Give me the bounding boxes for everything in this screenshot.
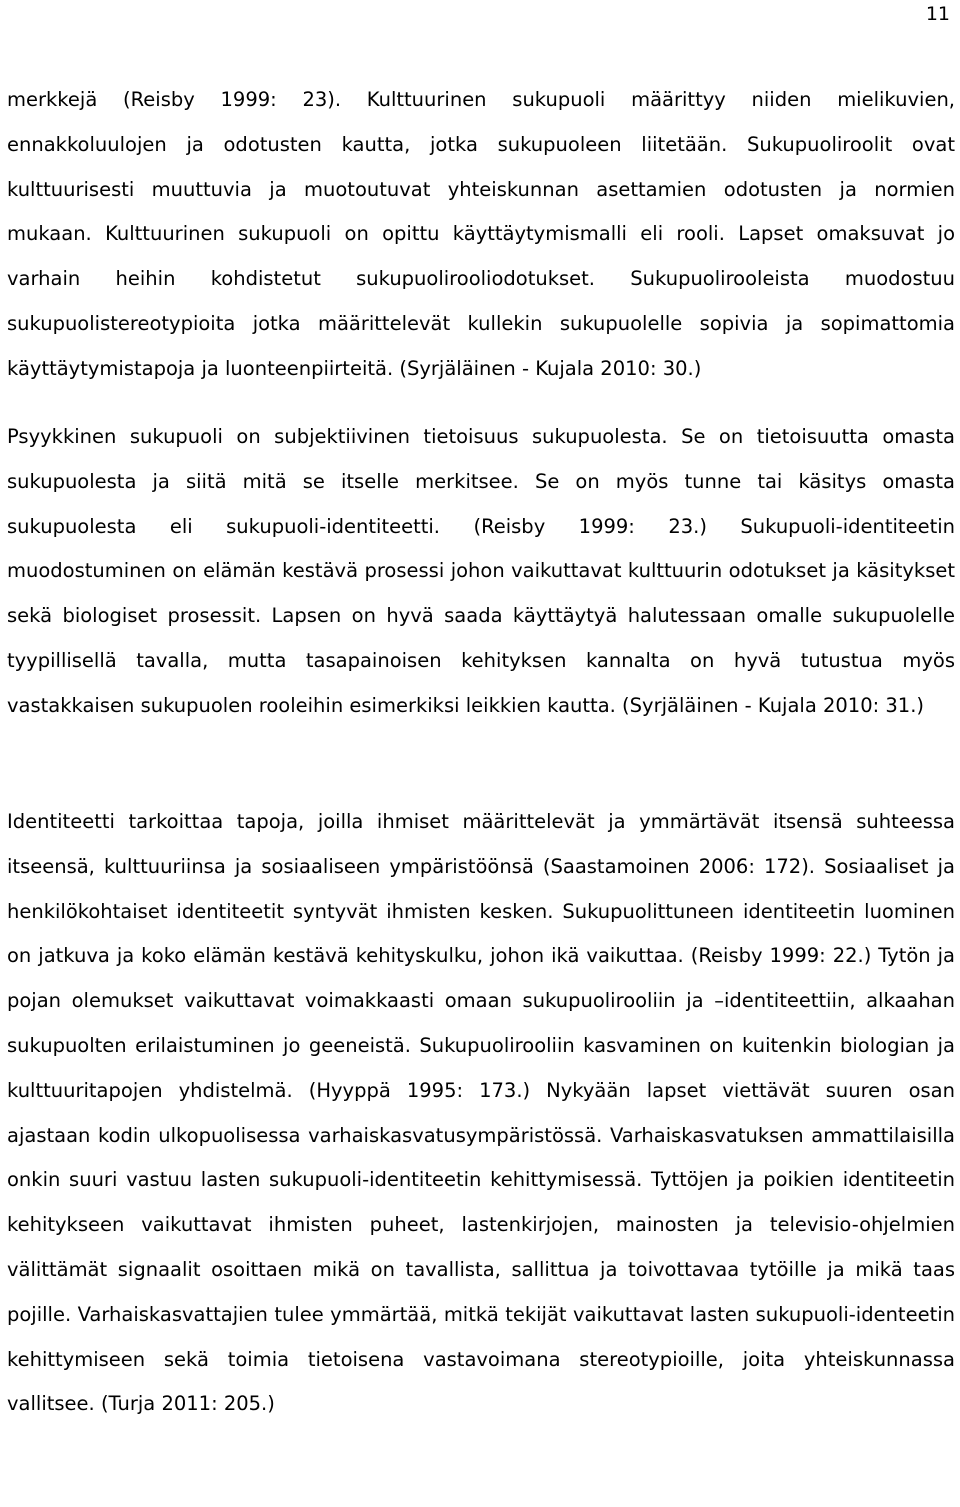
page-number: 11 [925, 3, 950, 25]
paragraph-cultural-gender: merkkejä (Reisby 1999: 23). Kulttuurinen sukupuoli määrittyy niiden mielikuvien, ennakkoluulojen ja odotusten kautta, jotka sukupuoleen liitetään. Sukupuoliroolit ovat kulttuurisesti muuttuvia ja muotoutuvat yhteiskunnan asettamien odotusten ja normien mukaan. Kulttuurinen sukupuoli on opittu käyttäytymismalli eli rooli. Lapset omaksuvat jo varhain heihin kohdistetut sukupuolirooliodotukset. Sukupuolirooleista muodostuu sukupuolistereotypioita jotka määrittelevät kullekin sukupuolelle sopivia ja sopimattomia käyttäytymistapoja ja luonteenpiirteitä. (Syrjäläinen - Kujala 2010: 30.) [7, 88, 955, 380]
paragraph-identity: Identiteetti tarkoittaa tapoja, joilla ihmiset määrittelevät ja ymmärtävät itsensä suhteessa itseensä, kulttuuriinsa ja sosiaaliseen ympäristöönsä (Saastamoinen 2006: 172). Sosiaaliset ja henkilökohtaiset identiteetit syntyvät ihmisten kesken. Sukupuolittuneen identiteetin luominen on jatkuva ja koko elämän kestävä kehityskulku, johon ikä vaikuttaa. (Reisby 1999: 22.) Tytön ja pojan olemukset vaikuttavat voimakkaasti omaan sukupuolirooliin ja –identiteettiin, alkaahan sukupuolten erilaistuminen jo geeneistä. Sukupuolirooliin kasvaminen on kuitenkin biologian ja kulttuuritapojen yhdistelmä. (Hyyppä 1995: 173.) Nykyään lapset viettävät suuren osan ajastaan kodin ulkopuolisessa varhaiskasvatusympäristössä. Varhaiskasvatuksen ammattilaisilla onkin suuri vastuu lasten sukupuoli-identiteetin kehittymisessä. Tyttöjen ja poikien identiteetin kehitykseen vaikuttavat ihmisten puheet, lastenkirjojen, mainosten ja televisio-ohjelmien välittämät signaalit osoittaen mikä on tavallista, sallittua ja toivottavaa tytöille ja mikä taas pojille. Varhaiskasvattajien tulee ymmärtää, mitkä tekijät vaikuttavat lasten sukupuoli-identeetin kehittymiseen sekä toimia tietoisena vastavoimana stereotypioille, joita yhteiskunnassa vallitsee. (Turja 2011: 205.) [7, 810, 955, 1416]
paragraph-psychological-gender: Psyykkinen sukupuoli on subjektiivinen tietoisuus sukupuolesta. Se on tietoisuutta omasta sukupuolesta ja siitä mitä se itselle merkitsee. Se on myös tunne tai käsitys omasta sukupuolesta eli sukupuoli-identiteetti. (Reisby 1999: 23.) Sukupuoli-identiteetin muodostuminen on elämän kestävä prosessi johon vaikuttavat kulttuurin odotukset ja käsitykset sekä biologiset prosessit. Lapsen on hyvä saada käyttäytyä halutessaan omalle sukupuolelle tyypillisellä tavalla, mutta tasapainoisen kehityksen kannalta on hyvä tutustua myös vastakkaisen sukupuolen rooleihin esimerkiksi leikkien kautta. (Syrjäläinen - Kujala 2010: 31.) [7, 425, 955, 717]
